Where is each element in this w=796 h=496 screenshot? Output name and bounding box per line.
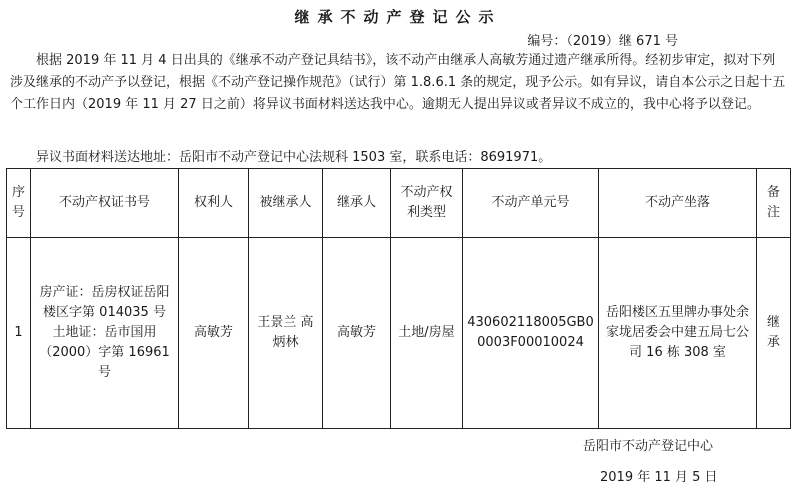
header-unit-no: 不动产单元号	[463, 169, 599, 238]
cell-deceased: 王景兰 高炳林	[249, 238, 323, 429]
land-cert-text: 土地证：岳市国用（2000）字第 16961 号	[39, 325, 170, 380]
issue-date: 2019 年 11 月 5 日	[600, 470, 718, 485]
cell-seq: 1	[7, 238, 31, 429]
header-location: 不动产坐落	[599, 169, 757, 238]
header-owner: 权利人	[179, 169, 249, 238]
cell-heir: 高敏芳	[323, 238, 391, 429]
cell-owner: 高敏芳	[179, 238, 249, 429]
issuing-organization: 岳阳市不动产登记中心	[583, 439, 714, 454]
header-cert-no: 不动产权证书号	[31, 169, 179, 238]
notice-body: 根据 2019 年 11 月 4 日出具的《继承不动产登记具结书》，该不动产由继承人高敏芳通过遗产继承所得。经初步审定，拟对下列涉及继承的不动产予以登记，根据《不动产登记操作规范》（试行）第 1.8.6.1 条的规定，现予公示。如有异议，请自本公示之日起十五个工作日内（2019 年 11 月 27 日之前）将异议书面材料送达我中心。逾期无人提出异议或者异议不成立的，我中心将予以登记。	[10, 53, 786, 112]
property-table	[6, 168, 791, 429]
cell-remark: 继承	[757, 238, 791, 429]
document-number: 编号：（2019）继 671 号	[527, 34, 678, 49]
cell-location: 岳阳楼区五里牌办事处余家垅居委会中建五局七公司 16 栋 308 室	[599, 238, 757, 429]
header-seq: 序号	[7, 169, 31, 238]
cell-right-type: 土地/房屋	[391, 238, 463, 429]
table-row	[7, 238, 791, 429]
cell-unit-no: 430602118005GB00003F00010024	[463, 238, 599, 429]
document-title: 继承不动产登记公示	[294, 8, 502, 26]
table-header-row	[7, 169, 791, 238]
header-right-type: 不动产权利类型	[391, 169, 463, 238]
header-heir: 继承人	[323, 169, 391, 238]
header-deceased: 被继承人	[249, 169, 323, 238]
objection-address: 异议书面材料送达地址：岳阳市不动产登记中心法规科 1503 室，联系电话：8691971。	[36, 150, 552, 165]
cell-cert-no	[31, 238, 179, 429]
house-cert-text: 房产证：岳房权证岳阳楼区字第 014035 号	[39, 285, 170, 320]
header-remark: 备注	[757, 169, 791, 238]
